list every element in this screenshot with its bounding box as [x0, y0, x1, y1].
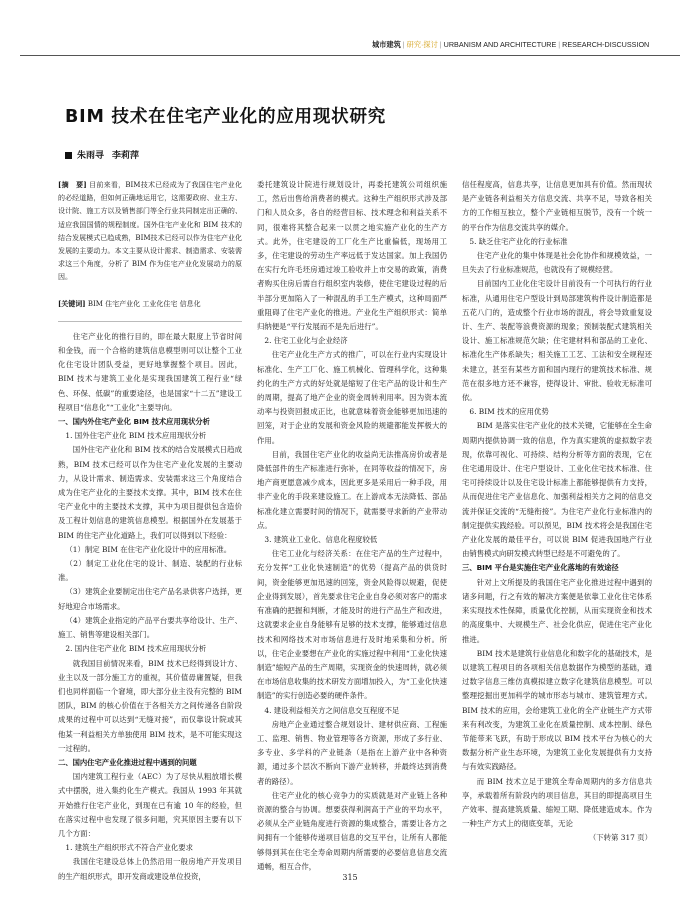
author-marker-icon [65, 152, 72, 159]
paragraph: 委托建筑设计院进行规划设计，再委托建筑公司组织施工，然后出售给消费者的模式。这种生产组织形式涉及部门和人员众多，各自的经营目标、技术理念和利益关系不同，很难将其整合起来一以贯之地实施产业化的生产方式。此外，住宅建设的工厂化生产比重偏低，现场用工多，住宅建设的劳动生产率远低于发达国家。加上我国仍在实行允许毛坯房通过竣工验收并上市交易的政策，消费者购买住房后需自行组织室内装修，使住宅建设过程的后半部分更加陷入了一种混乱的手工生产模式，这种局面严重阻碍了住宅产业化的推进。产业化生产组织形式：简单归纳便是“平行发展而不是先后进行”。 [257, 180, 447, 332]
subsection-heading: 1. 国外住宅产业化 BIM 技术应用现状分析 [65, 431, 207, 441]
column-3-body [462, 178, 652, 846]
subsection-heading: 2. 国内住宅产业化 BIM 技术应用现状分析 [65, 644, 207, 654]
header-section: 研究·探讨 [406, 40, 438, 49]
paragraph: 目前国内工业化住宅设计目前没有一个可执行的行业标准，从通用住宅户型设计到局部建筑构件设计制造都是五花八门的，造成整个行业市场的混乱，将会导致重复设计、生产、装配等浪费资源的现象；预制装配式建筑相关设计、施工标准规范欠缺；住宅建材料和部品的工业化、标准化生产体系缺失；相关施工工艺、工法和安全规程还未建立，甚至有某些方面和国内现行的建筑技术标准、规范在很多地方还不兼容，使得设计、审批、验收无标准可依。 [462, 279, 652, 403]
section-heading: 一、国内外住宅产业化 BIM 技术应用现状分析 [58, 417, 210, 427]
section-heading: 三、BIM 平台是实施住宅产业化落地的有效途径 [462, 563, 619, 573]
header-column-name: 城市建筑 [372, 40, 401, 49]
abstract [58, 178, 242, 285]
paragraph: 而 BIM 技术立足于建筑全寿命周期内的多方信息共享，承载着所有阶段内的项目信息，其目的即提高项目生产效率、提高建筑质量、缩短工期、降低建造成本。作为一种生产方式上的彻底变革，无论 [462, 776, 652, 829]
paragraph: 就我国目前情况来看，BIM 技术已经得到设计方、业主以及一部分施工方的重视，其价值毋庸置疑，但我们也同样面临一个窘境，即大部分业主没有完整的 BIM 团队，BIM 的核心价值在于各相关方之间传递各自阶段成果的过程中可以达到“无缝对接”，而仅靠设计院或其他某一利益相关方单独使用 BIM 技术，是不可能实现这一过程的。 [58, 658, 242, 753]
keywords-label: [关键词] [58, 298, 86, 308]
subsection-heading: 4. 建设利益相关方之间信息交互程度不足 [264, 705, 400, 715]
header-rule [20, 55, 680, 56]
paragraph: 住宅工业化与经济关系：在住宅产品的生产过程中，充分发挥“工业化快速制造”的优势（提高产品的供货时间，资金能够更加迅速的回笼，资金风险得以规避，促使企业得到发展），首先要求住宅企业自身必须对客户的需求有准确的把握和判断，才能及时的进行产品生产和改进，这就要求企业自身能够有足够的技术支撑，能够通过信息技术和网络技术对市场信息进行及时地采集和分析。所以，住宅企业要想在产业化的实施过程中利用“工业化快速制造”缩短产品的生产周期，实现资金的快速周转，就必须在市场信息收集的技术研发方面增加投入，为“工业化快速制造”的实行创造必要的硬件条件。 [257, 549, 447, 701]
running-header: 城市建筑 | 研究·探讨 | URBANISM AND ARCHITECTURE | RESEARCH-DISCUSSION [372, 40, 650, 49]
paragraph: 住宅产业化的核心竞争力的实质就是对产业链上各种资源的整合与协调。想要获得利润高于产业的平均水平，必须从全产业链角度进行资源的集成整合，需要让各方之间拥有一个能够传递项目信息的交互平台，让所有人都能够得到其在住宅全寿命周期内所需要的必要信息信息交流通畅，相互合作， [257, 790, 447, 871]
keywords-text: BIM 住宅产业化 工业化住宅 信息化 [87, 299, 201, 308]
paragraph: 住宅产业化生产方式的推广，可以在行业内实现设计标准化、生产工厂化、施工机械化、管理科学化，这种集约化的生产方式的好处就是缩短了住宅产品的设计和生产的周期，提高了地产企业的资金周转利用率。因为资本流动率与投资回报成正比，也就意味着资金能够更加迅速的回笼，对于企业的发展和资金风险的规避都能发挥极大的作用。 [257, 350, 447, 445]
list-item: （4）建筑企业指定的产品平台要共享给设计、生产、施工、销售等建设相关部门。 [58, 615, 242, 640]
subsection-heading: 2. 住宅工业化与企业经济 [264, 336, 348, 346]
paragraph: 住宅产业化的集中体现是社会化协作和规模效益，一旦失去了行业标准规范，也就没有了规模经营。 [462, 251, 652, 275]
paragraph: 信任程度高，信息共享，让信息更加具有价值。然而现状是产业链各利益相关方信息交流、共享不足，导致各相关方的工作相互独立，整个产业链相互脱节，没有一个统一的平台作为信息交流共享的媒介。 [462, 180, 652, 232]
paragraph: 住宅产业化的推行目的，即在最大限度上节省时间和金钱，而一个合格的建筑信息模型则可以让整个工业化住宅设计团队受益，更好地掌握整个项目。因此，BIM 技术与建筑工业化是实现我国建筑工程行业“绿色、环保、低碳”的重要途径，也是国家“十二五”建设工程项目“信息化”“工业化”主要导向。 [58, 331, 242, 412]
abstract-text: 目前来看，BIM技术已经成为了我国住宅产业化的必经道路，但如何正确地运用它，这需要政府、业主方、设计院、施工方以及销售部门等全行业共同制定出正确的、适应我国国情的规程制度。国外住宅产业化和 BIM 技术的结合发展模式已趋成熟，BIM技术已经可以作为住宅产业化发展的主要动力。本文主要从设计需求、制造需求、安装需求这三个角度，分析了 BIM 作为住宅产业化发展动力的原因。 [58, 181, 243, 282]
author-name: 李莉萍 [112, 151, 140, 161]
header-english-1: URBANISM AND ARCHITECTURE [443, 40, 557, 49]
subsection-heading: 5. 缺乏住宅产业化的行业标准 [469, 236, 568, 246]
paragraph: 我国住宅建设总体上仍然沿用一般房地产开发项目的生产组织形式，即开发商或建设单位投资， [58, 857, 242, 881]
subsection-heading: 1. 建筑生产组织形式不符合产业化要求 [65, 843, 194, 853]
article-title: BIM 技术在住宅产业化的应用现状研究 [65, 107, 387, 127]
list-item: （2）制定工业化住宅的设计、制造、装配的行业标准。 [58, 559, 242, 583]
header-english-2: RESEARCH-DISCUSSION [562, 40, 650, 49]
author-name: 朱雨寻 [77, 151, 105, 161]
paragraph: 目前，我国住宅产业化的收益尚无法推高房价或者是降低部件的生产标准进行弥补，在同等收益的情况下，房地产商更愿意减少成本，因此更多是采用后一种手段，用非产业化的手段来建设施工。在上游成本无法降低、部品标准化建立需要时间的情况下，就需要寻求新的产业带动点。 [257, 449, 447, 530]
paragraph: 针对上文所提及的我国住宅产业化推进过程中遇到的诸多问题，行之有效的解决方案便是依靠工业化住宅体系来实现技术性保障，质量优化控制，从而实现资金和技术的高度集中、大规模生产、社会化供应，促进住宅产业化推进。 [462, 577, 652, 644]
continuation-note: （下转第 317 页） [588, 833, 652, 843]
abstract-label: [摘 要] [58, 180, 87, 189]
column-2-body [257, 178, 447, 874]
section-heading: 二、国内住宅产业化推进过程中遇到的问题 [58, 757, 197, 767]
subsection-heading: 3. 建筑业工业化、信息化程度较低 [264, 535, 378, 545]
paragraph: 国内建筑工程行业（AEC）为了尽快从粗放增长模式中摆脱，进入集约化生产模式。我国从 1993 年其就开始推行住宅产业化，到现在已有逾 10 年的经验，但在落实过程中也发现了很多问题，究其原因主要有以下几个方面： [58, 772, 242, 838]
list-item: （3）建筑企业要制定出住宅产品名录供客户选择，更好地迎合市场需求。 [58, 587, 242, 611]
column-2 [257, 178, 447, 874]
authors [65, 148, 139, 161]
paragraph: BIM 是落实住宅产业化的技术关键，它能够在全生命周期内提供协调一致的信息，作为真实建筑的虚拟数字表现，依靠可视化、可持续、结构分析等方面的表现，它在住宅通用设计、住宅户型设计、工业化住宅技术标准、住宅可持续设计以及住宅设计标准上都能够提供有力支持，从而促进住宅产业信息化、加强利益相关方之间的信息交流并保证交流的“无缝衔接”。为住宅产业化行业标准内的制定提供实践经验。可以预见，BIM 技术将会是我国住宅产业化发展的最佳平台，可以说 BIM 促进我国地产行业由销售模式向研发模式转型已经是不可避免的了。 [462, 421, 652, 559]
subsection-heading: 6. BIM 技术的应用优势 [469, 407, 549, 417]
column-1-body [58, 330, 242, 884]
paragraph: BIM 技术是建筑行业信息化和数字化的基础技术，是以建筑工程项目的各项相关信息数据作为模型的基础，通过数字信息三维仿真模拟建立数字化建筑信息模型。可以整理挖掘出更加科学的城市形态与城市、建筑管理方式。BIM 技术的应用，会给建筑工业化的全产业链生产方式带来有利改变，为建筑工业化在质量控制、成本控制、绿色节能带来飞跃，有助于形成以 BIM 技术平台为核心的大数据分析产业生态环境，为建筑工业化发展提供有力支持与有效实践路径。 [462, 648, 652, 772]
column-1 [58, 178, 242, 884]
paragraph: 房地产企业通过整合规划设计、建材供应商、工程施工、监理、销售、物业管理等各方资源，形成了多行业、多专业、多学科的产业链条（是指在上游产业中各种资源，通过多个层次不断向下游产业转移，并最终达到消费者的路径）。 [257, 719, 447, 786]
column-3 [462, 178, 652, 846]
paragraph: 国外住宅产业化和 BIM 技术的结合发展模式日趋成熟，BIM 技术已经可以作为住宅产业化发展的主要动力，从设计需求、制造需求、安装需求这三个角度结合成为住宅产业化的主要技术支撑。其中，BIM 技术在住宅产业化中的主要技术支撑，其中为项目提供包含造价及工程计划信息的建筑信息模型。根据国外在发展基于 BIM 的住宅产业化道路上，我们可以得到以下经验： [58, 445, 242, 540]
keywords [58, 297, 242, 322]
page-number: 315 [342, 873, 358, 882]
list-item: （1）制定 BIM 在住宅产业化设计中的应用标准。 [65, 544, 232, 554]
